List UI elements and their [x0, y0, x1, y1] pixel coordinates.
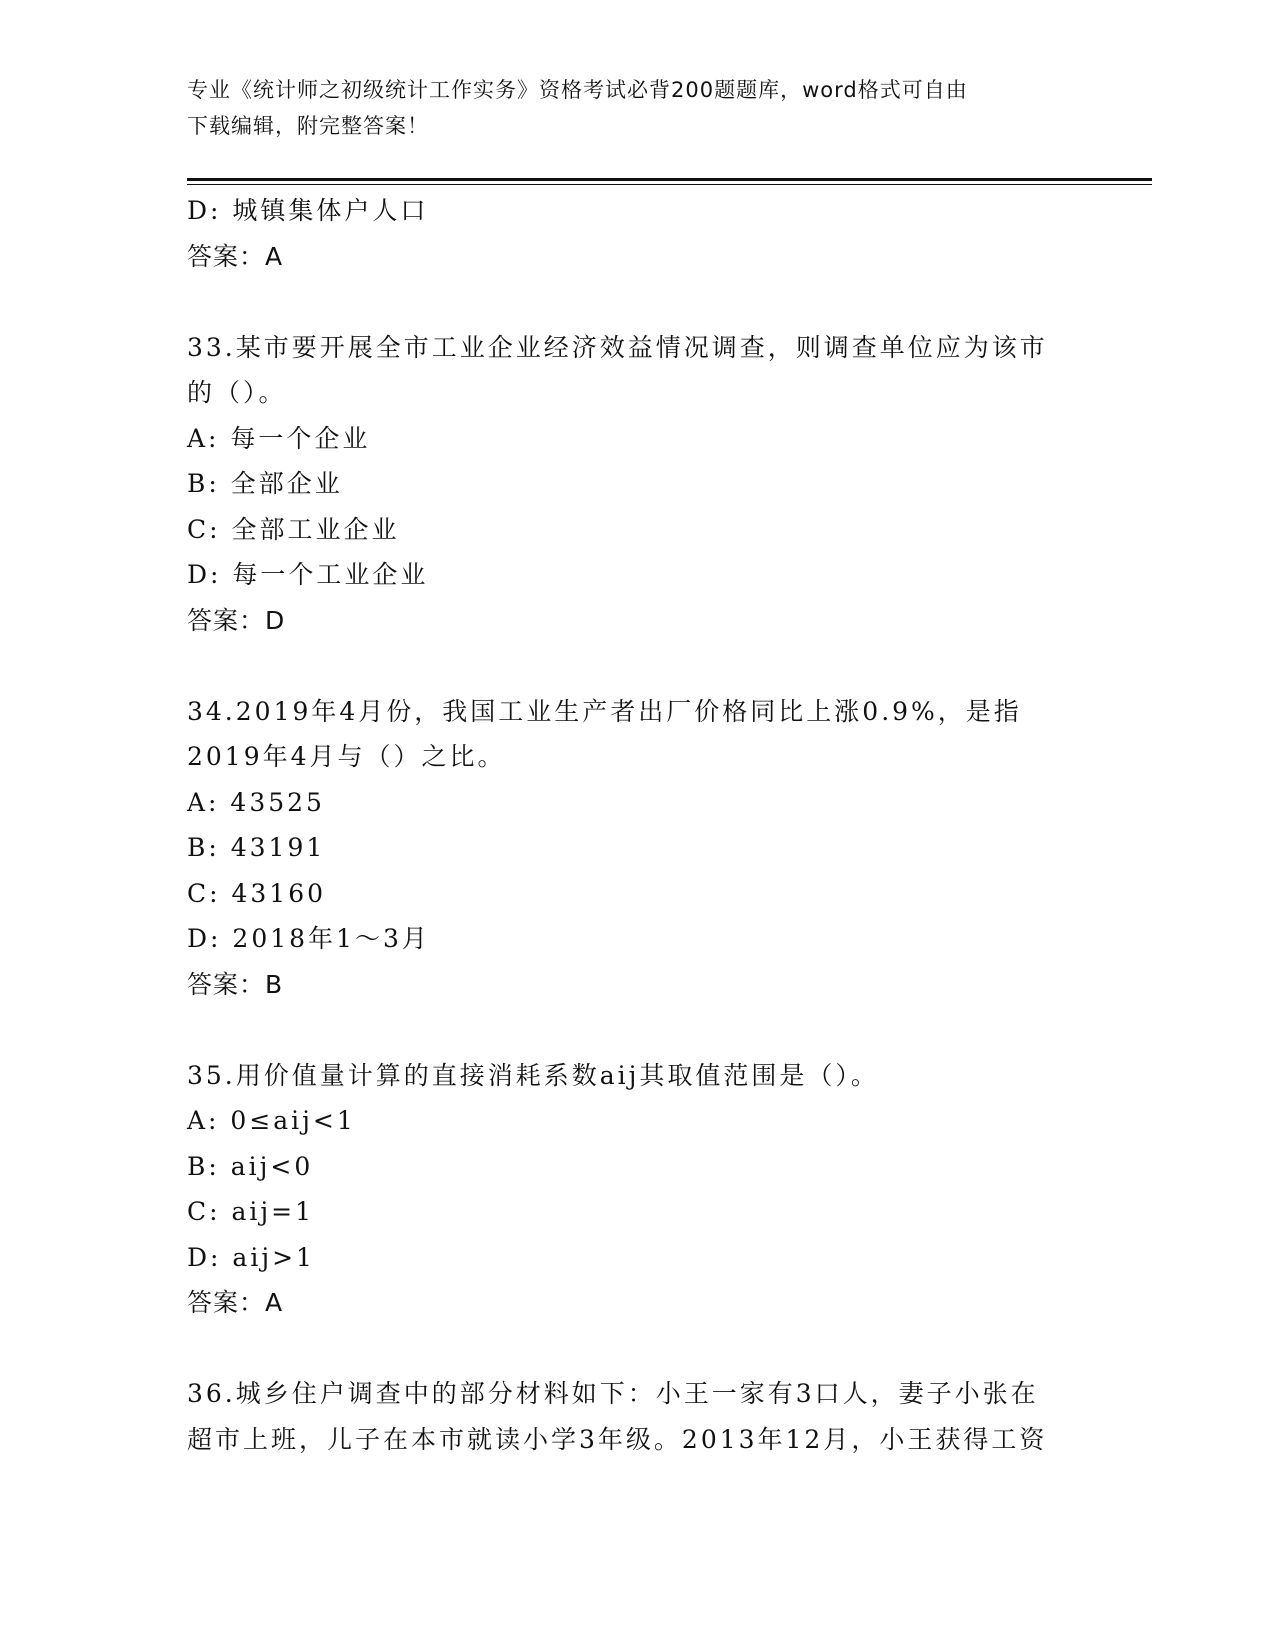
answer-line: 答案：D [187, 605, 286, 635]
option-c: C: 全部工业企业 [187, 514, 400, 544]
question-text-line: 的（）。 [187, 378, 287, 407]
option-b: B: aij<0 [187, 1151, 314, 1181]
question-content [187, 188, 1087, 1462]
question-text-line: 34.2019年4月份，我国工业生产者出厂价格同比上涨0.9%，是指 [187, 696, 1022, 726]
option-d: D: 城镇集体户人口 [187, 196, 429, 225]
option-b: B: 全部企业 [187, 469, 343, 498]
question-text-line: 2019年4月与（）之比。 [187, 742, 506, 771]
document-header [187, 72, 1067, 144]
question-36 [187, 1371, 1087, 1462]
header-line-2: 下载编辑，附完整答案！ [187, 114, 429, 138]
option-d: D: 2018年1～3月 [187, 924, 430, 953]
question-text-line: 33.某市要开展全市工业企业经济效益情况调查，则调查单位应为该市 [187, 332, 1048, 362]
header-rule-thick [187, 178, 1152, 181]
question-35 [187, 1053, 1087, 1326]
question-33 [187, 325, 1087, 644]
header-rule-thin [187, 184, 1152, 185]
header-line-1: 专业《统计师之初级统计工作实务》资格考试必背200题题库，word格式可自由 [187, 78, 968, 102]
option-a: A: 0≤aij<1 [187, 1106, 356, 1135]
question-text-line: 36.城乡住户调查中的部分材料如下：小王一家有3口人，妻子小张在 [187, 1379, 1039, 1408]
answer-line: 答案：A [187, 241, 284, 271]
answer-line: 答案：A [187, 1288, 284, 1317]
option-d: D: 每一个工业企业 [187, 560, 429, 589]
option-a: A: 43525 [187, 787, 325, 817]
option-c: C: aij=1 [187, 1197, 315, 1226]
answer-line: 答案：B [187, 969, 284, 999]
option-a: A: 每一个企业 [187, 423, 371, 453]
option-d: D: aij>1 [187, 1242, 315, 1272]
option-b: B: 43191 [187, 833, 326, 862]
question-text-line: 超市上班，儿子在本市就读小学3年级。2013年12月，小王获得工资 [187, 1424, 1048, 1454]
question-text-line: 35.用价值量计算的直接消耗系数aij其取值范围是（）。 [187, 1060, 879, 1090]
question-34 [187, 689, 1087, 1008]
option-c: C: 43160 [187, 878, 327, 908]
